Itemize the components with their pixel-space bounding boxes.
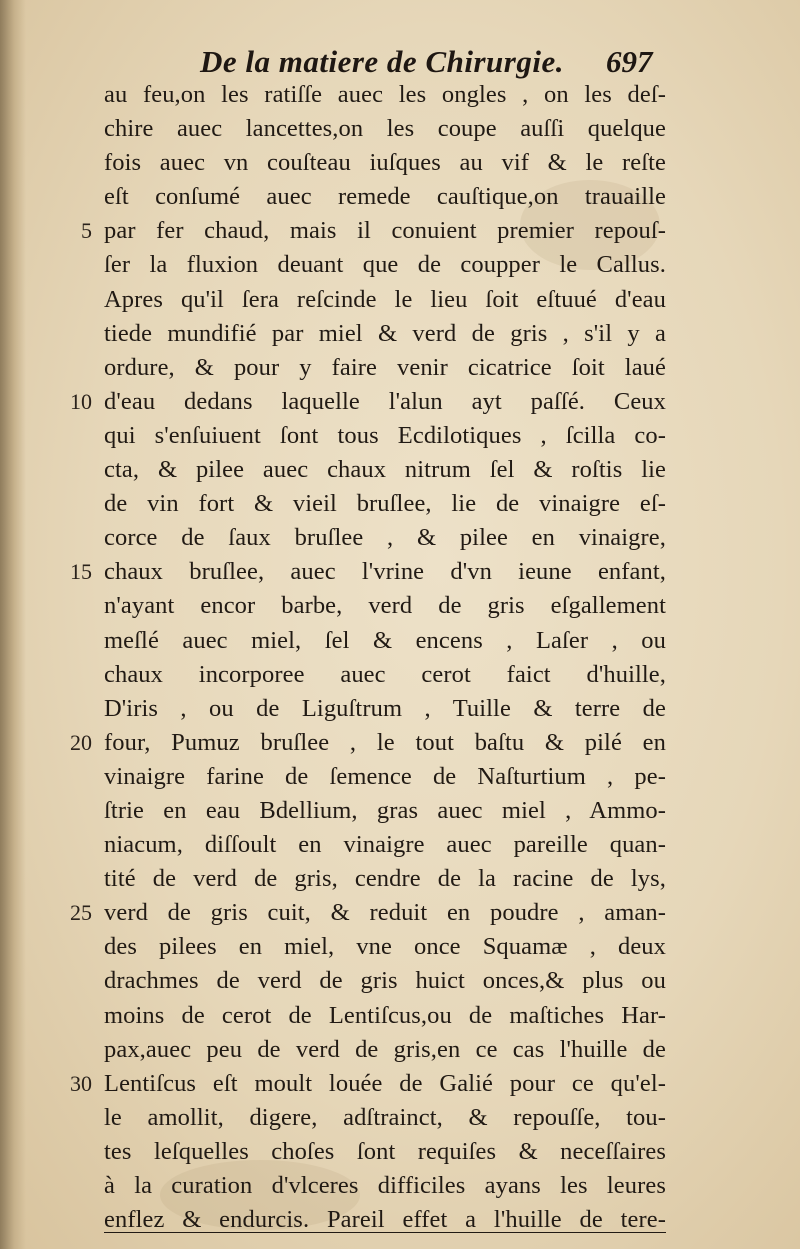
text-line: de vin fort & vieil bruſlee, lie de vinaigre eſ- <box>104 490 666 518</box>
text-line: ſer la fluxion deuant que de coupper le Callus. <box>104 251 666 279</box>
text-line: four, Pumuz bruſlee , le tout baſtu & pilé en <box>104 728 666 756</box>
text-line: tes leſquelles choſes ſont requiſes & neceſſaires <box>104 1137 666 1165</box>
text-line: pax,auec peu de verd de gris,en ce cas l'huille de <box>104 1035 666 1063</box>
text-line: enflez & endurcis. Pareil effet a l'huille de tere- <box>104 1206 666 1234</box>
text-line: au feu,on les ratiſſe auec les ongles , on les deſ- <box>104 81 666 108</box>
margin-line-number: 15 <box>70 559 92 585</box>
spine-shadow <box>0 0 26 1249</box>
text-line: tiede mundifié par miel & verd de gris , s'il y a <box>104 319 666 347</box>
text-line: chaux bruſlee, auec l'vrine d'vn ieune enfant, <box>104 558 666 586</box>
text-line: D'iris , ou de Liguſtrum , Tuille & terre de <box>104 694 666 722</box>
running-title: De la matiere de Chirurgie. <box>200 44 564 79</box>
text-line: corce de ſaux bruſlee , & pilee en vinaigre, <box>104 524 666 552</box>
text-line: ordure, & pour y faire venir cicatrice ſoit laué <box>104 353 666 381</box>
text-line: Lentiſcus eſt moult louée de Galié pour ce qu'el- <box>104 1069 666 1097</box>
text-line: vinaigre farine de ſemence de Naſturtium , pe- <box>104 762 666 790</box>
text-line: Apres qu'il ſera reſcinde le lieu ſoit eſtuué d'eau <box>104 285 666 313</box>
margin-line-number: 25 <box>70 900 92 926</box>
margin-line-number: 10 <box>70 388 92 414</box>
text-line: d'eau dedans laquelle l'alun ayt paſſé. Ceux <box>104 387 666 415</box>
text-line: n'ayant encor barbe, verd de gris eſgallement <box>104 592 666 620</box>
text-line: chaux incorporee auec cerot faict d'huille, <box>104 660 666 688</box>
text-line: drachmes de verd de gris huict onces,& plus ou <box>104 967 666 995</box>
text-line: eſt conſumé auec remede cauſtique,on trauaille <box>104 183 666 211</box>
page-number: 697 <box>606 44 653 79</box>
text-line: par fer chaud, mais il conuient premier repouſ- <box>104 217 666 245</box>
text-line: niacum, diſſoult en vinaigre auec pareille quan- <box>104 831 666 859</box>
text-line: des pilees en miel, vne once Squamæ , deux <box>104 933 666 961</box>
margin-line-number: 5 <box>81 218 92 244</box>
text-line: verd de gris cuit, & reduit en poudre , aman- <box>104 899 666 927</box>
text-line: fois auec vn couſteau iuſques au vif & le reſte <box>104 149 666 177</box>
text-line: meſlé auec miel, ſel & encens , Laſer , ou <box>104 626 666 654</box>
text-line: à la curation d'vlceres difficiles ayans les leures <box>104 1172 666 1199</box>
margin-line-number: 30 <box>70 1070 92 1096</box>
text-line: chire auec lancettes,on les coupe auſſi quelque <box>104 115 666 143</box>
text-line: moins de cerot de Lentiſcus,ou de maſtiches Har- <box>104 1001 666 1029</box>
text-line: cta, & pilee auec chaux nitrum ſel & roſtis lie <box>104 456 666 484</box>
margin-line-number: 20 <box>70 729 92 755</box>
body-text <box>104 78 666 1237</box>
text-line: ſtrie en eau Bdellium, gras auec miel , Ammo- <box>104 796 666 824</box>
text-line: qui s'enſuiuent ſont tous Ecdilotiques , ſcilla co- <box>104 421 666 449</box>
text-line: le amollit, digere, adſtrainct, & repouſſe, tou- <box>104 1103 666 1131</box>
text-line: tité de verd de gris, cendre de la racine de lys, <box>104 865 666 893</box>
